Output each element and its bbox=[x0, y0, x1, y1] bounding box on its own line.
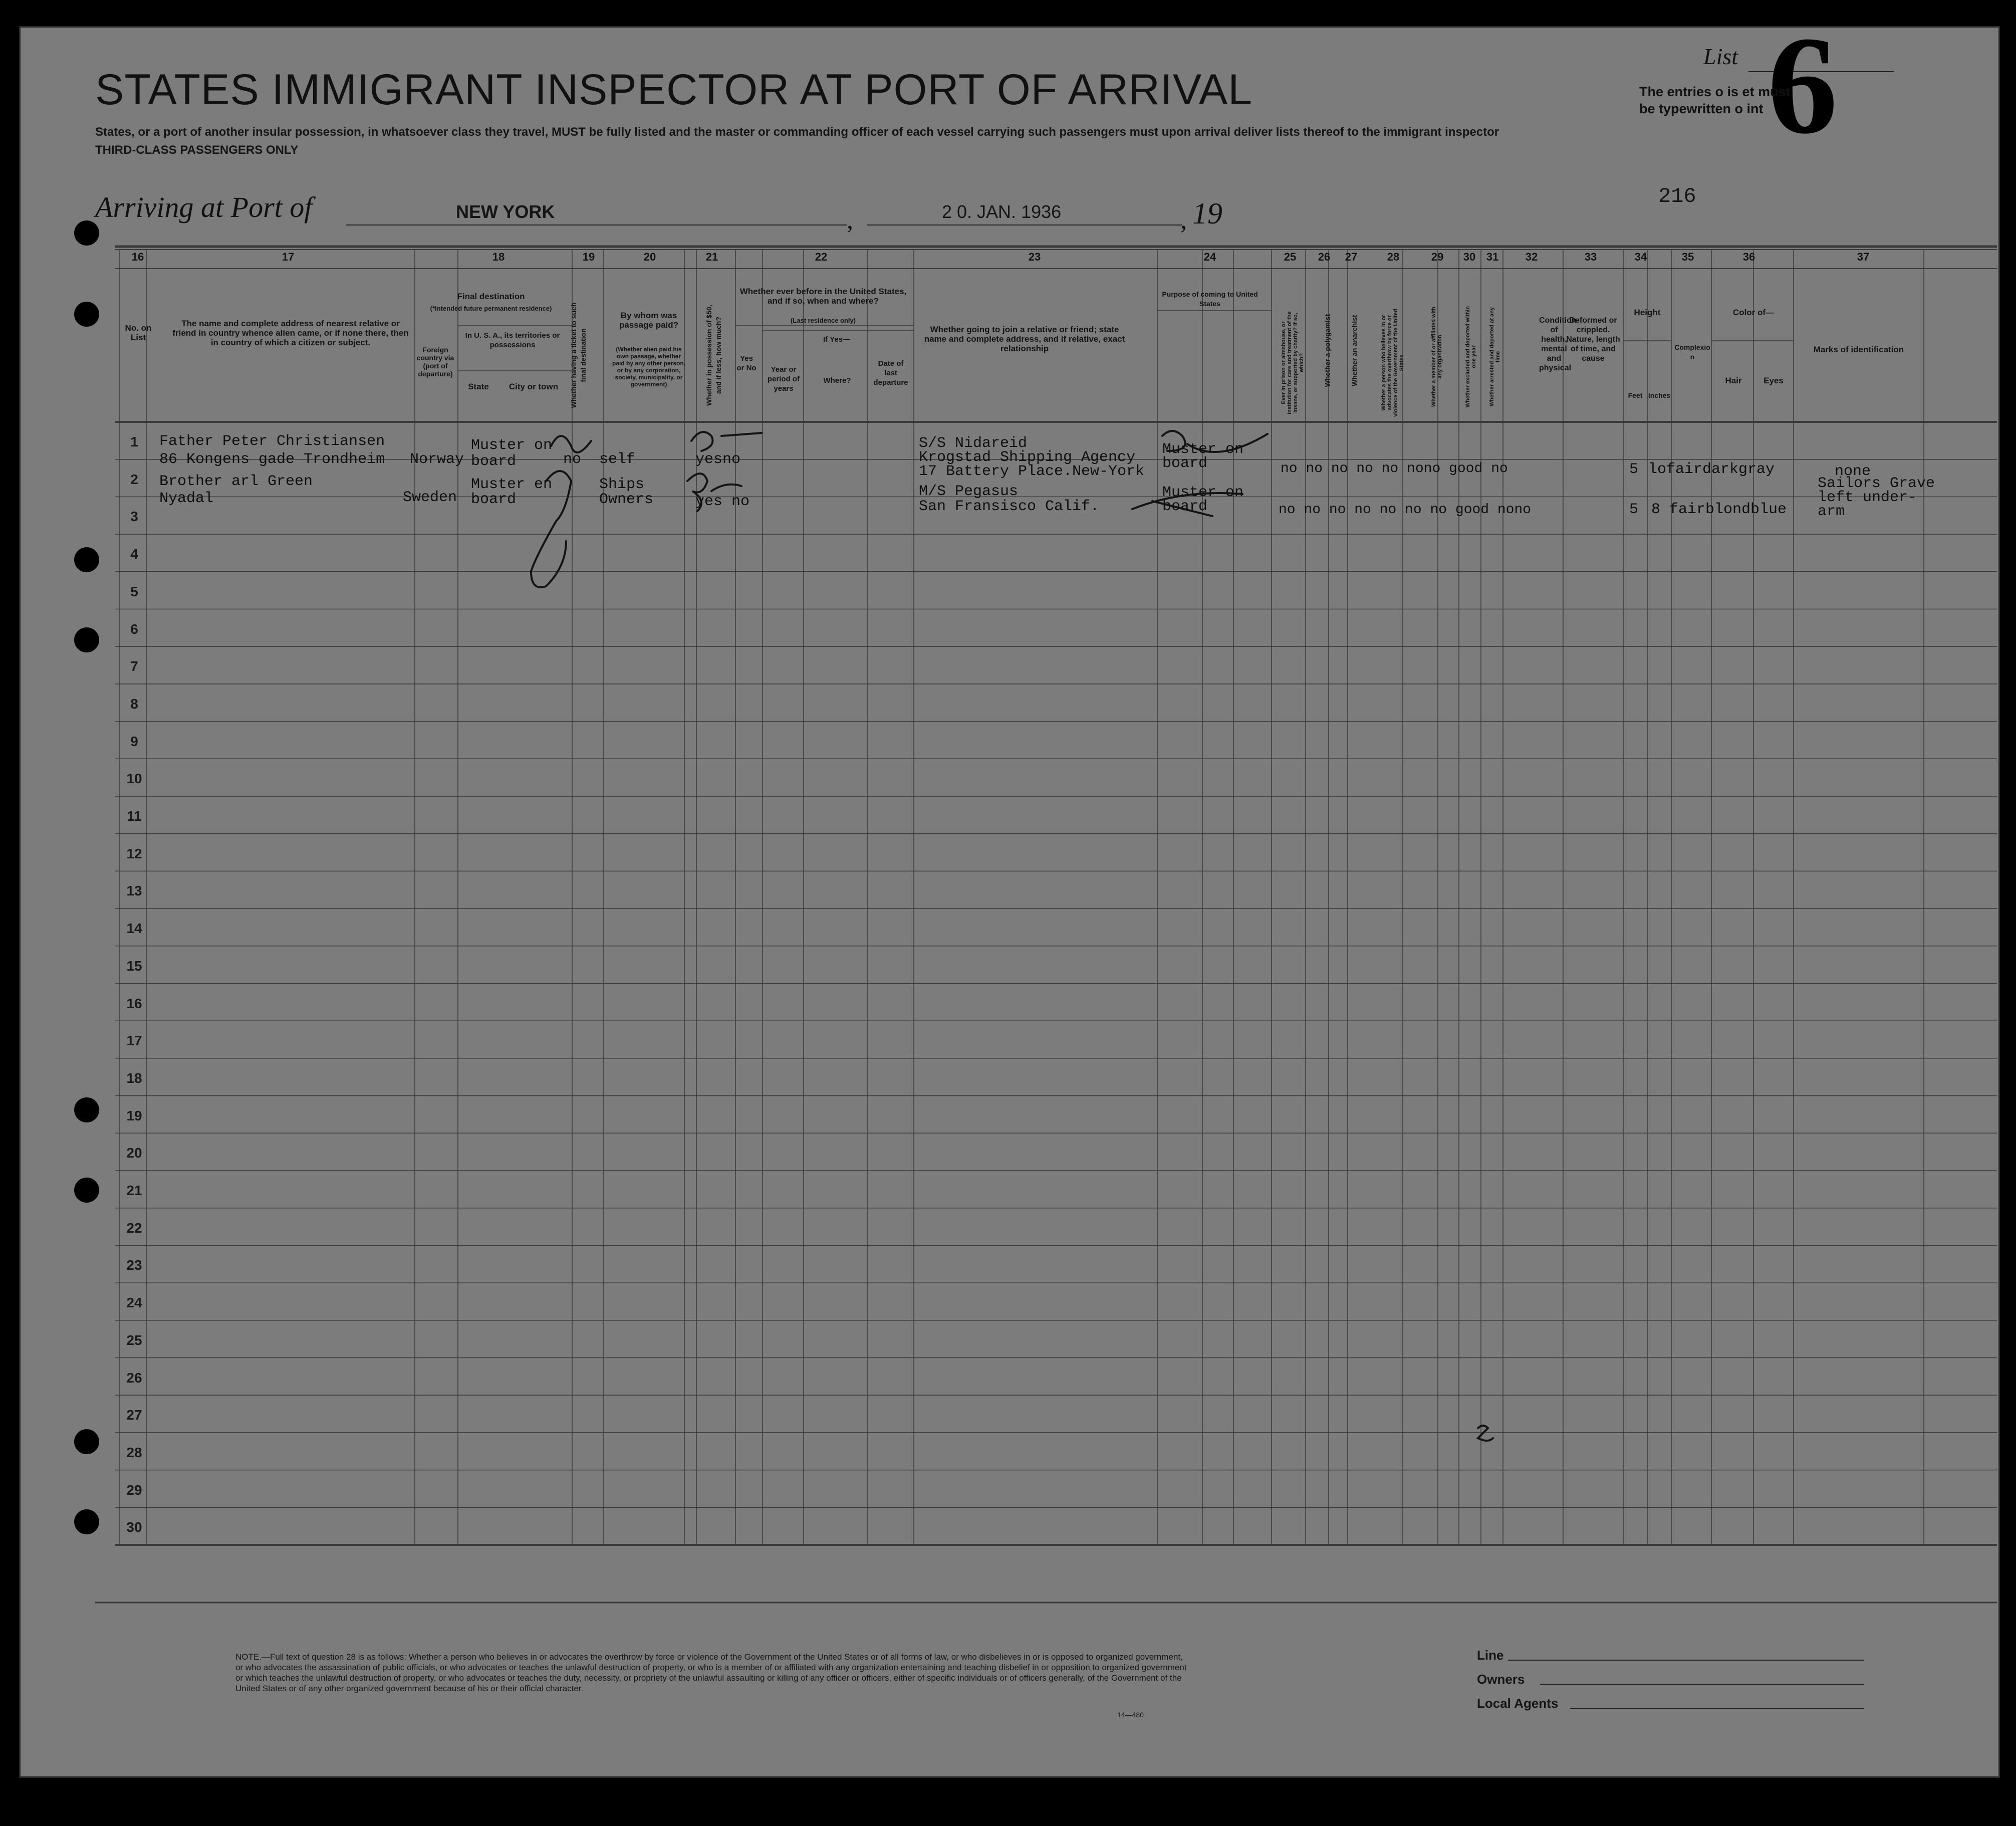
row-number: 8 bbox=[130, 696, 138, 712]
column-number: 18 bbox=[492, 251, 505, 263]
join-relative: Krogstad Shipping Agency bbox=[919, 449, 1136, 466]
destination: board bbox=[471, 491, 517, 508]
row-number: 28 bbox=[126, 1444, 142, 1460]
purpose: board bbox=[1162, 455, 1208, 472]
row-number: 5 bbox=[130, 583, 138, 599]
comma: , bbox=[1180, 206, 1187, 235]
height-inches: 8 bbox=[1651, 501, 1661, 518]
column-number: 36 bbox=[1742, 251, 1755, 263]
row-number: 4 bbox=[130, 546, 138, 562]
passenger-class: THIRD-CLASS PASSENGERS ONLY bbox=[95, 143, 299, 157]
passage-paid: Owners bbox=[599, 491, 654, 508]
foreign-country: Norway bbox=[410, 451, 464, 468]
row-number: 15 bbox=[126, 958, 142, 974]
date-stamp: 2 0. JAN. 1936 bbox=[942, 201, 1062, 222]
row-number: 17 bbox=[126, 1033, 142, 1049]
row-number: 18 bbox=[126, 1070, 142, 1086]
passage-paid: Ships bbox=[599, 476, 645, 493]
header-last-departure: Date of last departure bbox=[873, 359, 908, 387]
header-color-of: Color of— bbox=[1732, 308, 1775, 317]
agents-underline bbox=[1570, 1708, 1864, 1709]
footnote-question-28: NOTE.—Full text of question 28 is as follows: Whether a person who believes in or advocates the overthrow by force or violence of the Government of the United States or of all forms of law, or who disbelieves in or is opposed to organized government, or who advocates the assassination of public officials, or who advocates or teaches the unlawful destruction of property, or who is a member of or affiliated with any organization entertaining and teaching disbelief in or opposition to organized government or which teaches the unlawful destruction of property, or who advocates or teaches the duty, necessity, or propriety of the unlawful assaulting or killing of any officer or officers, either of specific individuals or of officers generally, of the Government of the United States or of any other organized government because of his or their official character. bbox=[235, 1652, 1187, 1693]
column-number: 35 bbox=[1681, 251, 1694, 263]
header-going-to-join: Whether going to join a relative or friend; state name and complete address, and if relative, exact relationship bbox=[924, 325, 1125, 353]
money: yesno bbox=[695, 451, 741, 468]
answers: no no no no no nono good no bbox=[1281, 461, 1508, 477]
complexion-hair-eyes: fairblondblue bbox=[1669, 501, 1787, 518]
column-number: 21 bbox=[705, 251, 718, 263]
marks: left under- bbox=[1818, 489, 1917, 506]
header-deported: Whether arrested and deported at any time bbox=[1489, 307, 1501, 407]
list-note: The entries o is et must bbox=[1639, 84, 1791, 99]
row-number: 9 bbox=[130, 733, 138, 749]
header-city: City or town bbox=[509, 382, 559, 391]
list-number: 6 bbox=[1768, 7, 1838, 163]
row-number: 29 bbox=[126, 1482, 142, 1498]
header-eyes: Eyes bbox=[1763, 376, 1784, 385]
row-number: 19 bbox=[126, 1107, 142, 1123]
row-number: 24 bbox=[126, 1295, 142, 1311]
header-where: Where? bbox=[823, 376, 851, 385]
join-relative: San Fransisco Calif. bbox=[919, 498, 1100, 515]
header-anarchist: Whether an anarchist bbox=[1350, 315, 1359, 386]
header-foreign-country: Foreign country via (port of departure) bbox=[416, 346, 454, 378]
purpose: Muster on bbox=[1162, 484, 1244, 501]
header-passage-paid: By whom was passage paid? bbox=[619, 311, 679, 330]
row-number: 3 bbox=[130, 509, 138, 525]
column-number: 19 bbox=[582, 251, 595, 263]
purpose: board bbox=[1162, 498, 1208, 515]
header-height: Height bbox=[1634, 308, 1661, 317]
row-number: 26 bbox=[126, 1370, 142, 1386]
join-relative: S/S Nidareid bbox=[919, 435, 1028, 452]
form-code: 14—480 bbox=[1117, 1711, 1144, 1719]
marks: none bbox=[1835, 463, 1871, 480]
row-number: 16 bbox=[126, 995, 142, 1011]
ticket: no bbox=[563, 451, 582, 468]
header-last-residence: (Last residence only) bbox=[790, 317, 856, 324]
header-money: Whether in possession of $50, and if less, how much? bbox=[705, 305, 722, 406]
row-number: 13 bbox=[126, 883, 142, 899]
column-number: 28 bbox=[1387, 251, 1400, 263]
row-number: 10 bbox=[126, 771, 142, 787]
row-number: 7 bbox=[130, 658, 138, 674]
marks: Sailors Grave bbox=[1818, 475, 1935, 492]
answers: no no no no no no no good nono bbox=[1279, 502, 1532, 518]
owners-underline bbox=[1540, 1684, 1864, 1685]
header-inches: Inches bbox=[1648, 391, 1671, 399]
header-prison: Ever in prison or almshouse, or institution for care and treatment of the insane, or supported by charity? If so, which? bbox=[1281, 311, 1305, 414]
form-subtitle: States, or a port of another insular possession, in whatsoever class they travel, MUST be fully listed and the master or commanding officer of each vessel carrying such passengers must upon arrival deliver lists thereof to the immigrant inspector bbox=[95, 125, 1499, 139]
header-yes-no: Yes or No bbox=[736, 354, 757, 372]
height-complexion-hair-eyes: lofairdarkgray bbox=[1648, 461, 1775, 478]
join-relative: 17 Battery Place.New-York bbox=[919, 463, 1145, 480]
header-hair: Hair bbox=[1725, 376, 1742, 385]
header-overthrow: Whether a person who believes in or advocates the overthrow by force or violence of the Government of the United States bbox=[1381, 309, 1405, 417]
row-number: 20 bbox=[126, 1145, 142, 1161]
column-number: 37 bbox=[1857, 251, 1870, 263]
header-deformed: Deformed or crippled. Nature, length of time, and cause bbox=[1566, 316, 1620, 363]
header-polygamist: Whether a polygamist bbox=[1323, 314, 1332, 387]
column-number: 20 bbox=[643, 251, 656, 263]
header-feet: Feet bbox=[1628, 391, 1643, 399]
height-feet: 5 bbox=[1629, 461, 1639, 478]
relative-address: Nyadal bbox=[159, 490, 214, 507]
header-final-destination: Final destination bbox=[457, 292, 525, 301]
comma: , bbox=[847, 206, 853, 235]
header-marks: Marks of identification bbox=[1813, 345, 1904, 354]
port-value: NEW YORK bbox=[456, 201, 555, 222]
column-number: 17 bbox=[282, 251, 295, 263]
column-number: 29 bbox=[1431, 251, 1444, 263]
row-number: 23 bbox=[126, 1257, 142, 1273]
column-number: 22 bbox=[815, 251, 828, 263]
header-no-on-list: No. on List bbox=[125, 323, 152, 342]
height-feet: 5 bbox=[1629, 501, 1639, 518]
header-if-yes: If Yes— bbox=[823, 335, 850, 344]
arriving-label: Arriving at Port of bbox=[95, 191, 313, 223]
destination: Muster en bbox=[471, 476, 553, 493]
purpose: Muster on bbox=[1162, 441, 1244, 458]
foreign-country: Sweden bbox=[403, 489, 457, 506]
header-ticket: Whether having a ticket to such final destination bbox=[570, 302, 587, 408]
column-number: 24 bbox=[1203, 251, 1216, 263]
destination: Muster on bbox=[471, 437, 553, 454]
header-condition: Condition of health, mental and physical bbox=[1539, 316, 1577, 372]
list-label: List bbox=[1703, 44, 1738, 69]
passage-paid: self bbox=[599, 451, 636, 468]
header-ever-before: Whether ever before in the United States, and if so, when and where? bbox=[739, 287, 907, 306]
row-number: 12 bbox=[126, 845, 142, 861]
money: yes no bbox=[695, 493, 750, 510]
agents-label: Local Agents bbox=[1477, 1696, 1559, 1711]
line-label: Line bbox=[1477, 1648, 1504, 1663]
form-title: STATES IMMIGRANT INSPECTOR AT PORT OF ARRIVAL bbox=[95, 66, 1253, 114]
header-excluded: Whether excluded and deported within one year bbox=[1465, 306, 1477, 408]
column-number: 23 bbox=[1028, 251, 1041, 263]
relative-name: Brother arl Green bbox=[159, 473, 313, 490]
marks: arm bbox=[1818, 503, 1845, 520]
row-number: 27 bbox=[126, 1407, 142, 1423]
column-number: 27 bbox=[1345, 251, 1358, 263]
row-number: 2 bbox=[130, 471, 138, 487]
header-year-period: Year or period of years bbox=[767, 365, 800, 393]
row-number: 14 bbox=[126, 921, 142, 937]
join-relative: M/S Pegasus bbox=[919, 483, 1019, 500]
header-organization: Whether a member of or affiliated with any organization bbox=[1431, 307, 1443, 407]
header-state: State bbox=[468, 382, 489, 391]
header-purpose: Purpose of coming to United States bbox=[1162, 290, 1258, 308]
header-relative: The name and complete address of nearest relative or friend in country whence alien came, or if none there, then in country of which a citizen or subject. bbox=[172, 319, 409, 347]
row-number: 11 bbox=[127, 808, 142, 824]
row-number: 25 bbox=[126, 1332, 142, 1348]
destination: board bbox=[471, 453, 517, 470]
column-number: 25 bbox=[1284, 251, 1297, 263]
column-number: 26 bbox=[1318, 251, 1331, 263]
owners-label: Owners bbox=[1477, 1672, 1525, 1687]
column-number: 30 bbox=[1463, 251, 1476, 263]
page-number: 216 bbox=[1658, 184, 1696, 208]
header-final-destination-note: (*Intended future permanent residence) bbox=[430, 305, 552, 312]
line-underline bbox=[1508, 1660, 1864, 1661]
row-number: 21 bbox=[126, 1183, 142, 1198]
row-number: 1 bbox=[130, 434, 138, 449]
column-number: 31 bbox=[1486, 251, 1499, 263]
relative-address: 86 Kongens gade Trondheim bbox=[159, 451, 385, 468]
column-number: 34 bbox=[1634, 251, 1647, 263]
row-number: 30 bbox=[126, 1519, 142, 1535]
header-in-usa: In U. S. A., its territories or possessions bbox=[465, 331, 560, 349]
row-number: 6 bbox=[130, 621, 138, 637]
row-number: 22 bbox=[126, 1220, 142, 1236]
relative-name: Father Peter Christiansen bbox=[159, 433, 385, 450]
list-note: be typewritten o int bbox=[1639, 101, 1763, 116]
column-number: 33 bbox=[1584, 251, 1597, 263]
header-complexion: Complexion bbox=[1674, 343, 1710, 361]
year-prefix: 19 bbox=[1192, 197, 1222, 230]
header-passage-note: (Whether alien paid his own passage, whether paid by any other person, or by any corporation, society, municipality, or government) bbox=[612, 346, 686, 388]
column-number: 16 bbox=[131, 251, 144, 263]
column-number: 32 bbox=[1525, 251, 1538, 263]
